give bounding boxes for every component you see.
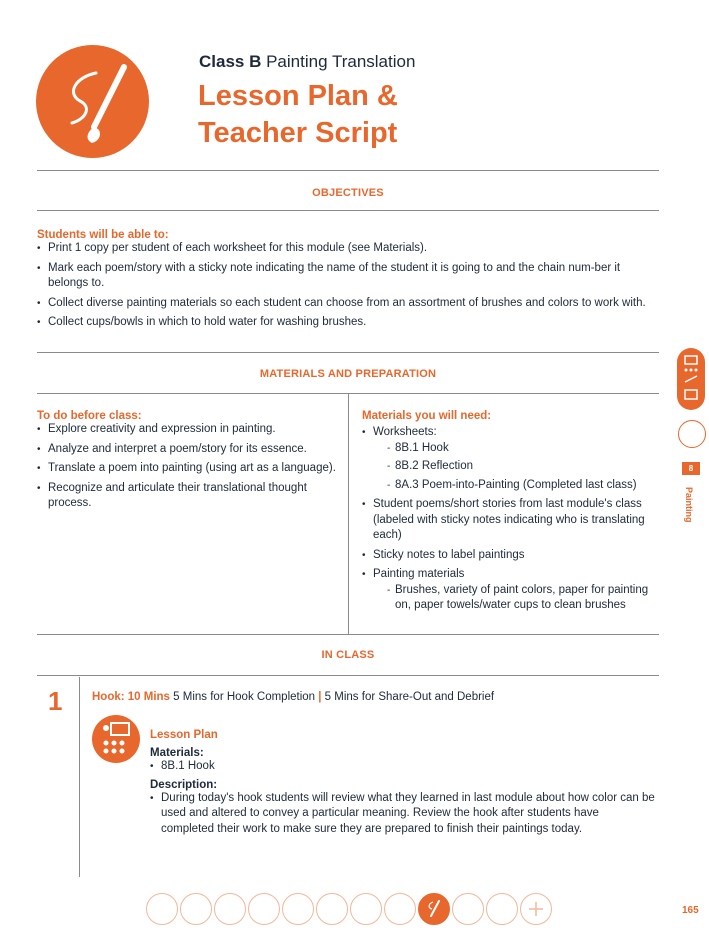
hook-line <box>92 691 494 703</box>
list-item: • Analyze and interpret a poem/story for its essence. <box>37 442 339 458</box>
worksheets-label: Worksheets: <box>373 426 437 438</box>
module-nav-icon[interactable] <box>677 348 705 410</box>
lesson-plan-block <box>150 729 655 841</box>
plus-icon[interactable] <box>520 893 552 925</box>
step-divider <box>79 677 80 877</box>
prep-heading: To do before class: <box>37 410 142 422</box>
painting-materials-item: - Brushes, variety of paint colors, paper for painting on, paper towels/water cups to clean brushes <box>387 583 660 614</box>
cooking-icon[interactable] <box>214 893 246 925</box>
class-label: Class B <box>199 52 262 71</box>
divider <box>37 210 659 211</box>
step-number: 1 <box>48 686 63 716</box>
materials-heading: MATERIALS AND PREPARATION <box>259 368 437 380</box>
music-icon[interactable] <box>282 893 314 925</box>
list-item: • Mark each poem/story with a sticky note indicating the name of the student it is going to and the chain num-ber it belongs to. <box>37 261 659 292</box>
list-item <box>362 567 660 614</box>
theater-icon[interactable] <box>486 893 518 925</box>
title-line-2: Teacher Script <box>198 117 398 149</box>
list-item: • Translate a poem into painting (using art as a language). <box>37 461 339 477</box>
worksheet-item: - 8B.2 Reflection <box>387 459 660 475</box>
harp-icon[interactable] <box>350 893 382 925</box>
module-number-badge: 8 <box>682 462 700 475</box>
description-list <box>150 791 655 838</box>
module-label: Painting <box>684 487 694 523</box>
materials-label: Materials: <box>150 747 204 759</box>
list-item: • Explore creativity and expression in painting. <box>37 422 339 438</box>
list-item: • Sticky notes to label paintings <box>362 548 660 564</box>
objectives-subheading: Students will be able to: <box>37 229 169 241</box>
worksheets-list <box>373 441 660 494</box>
materials-list <box>362 425 660 614</box>
list-item: • 8B.1 Hook <box>150 759 655 775</box>
objectives-section <box>37 229 659 335</box>
divider <box>37 675 659 676</box>
divider <box>37 352 659 353</box>
page-title <box>198 78 528 152</box>
hook-separator: | <box>318 691 322 703</box>
column-divider <box>348 394 349 634</box>
module-icon-bar <box>146 893 550 925</box>
prep-column <box>37 410 339 516</box>
music-notes-icon[interactable] <box>180 893 212 925</box>
class-subtitle: Painting Translation <box>261 52 416 71</box>
title-line-1: Lesson Plan & <box>198 80 398 112</box>
list-item: • Collect cups/bowls in which to hold water for washing brushes. <box>37 315 659 331</box>
camera-icon[interactable] <box>248 893 280 925</box>
painting-materials-list <box>373 583 660 614</box>
in-class-heading: IN CLASS <box>321 649 375 661</box>
divider <box>37 634 659 635</box>
hook-completion: 5 Mins for Hook Completion <box>169 691 319 703</box>
worksheet-item: - 8B.1 Hook <box>387 441 660 457</box>
worksheet-item: - 8A.3 Poem-into-Painting (Completed last class) <box>387 478 660 494</box>
list-item <box>362 425 660 493</box>
in-class-materials-list <box>150 759 655 775</box>
class-kicker <box>199 52 415 72</box>
book-icon[interactable] <box>452 893 484 925</box>
objectives-heading: OBJECTIVES <box>312 187 384 199</box>
objectives-list <box>37 241 659 331</box>
lesson-plan-icon <box>92 715 140 763</box>
divider <box>37 170 659 171</box>
description-label: Description: <box>150 778 218 791</box>
list-item: • Print 1 copy per student of each worksheet for this module (see Materials). <box>37 241 659 257</box>
paintbrush-logo-icon <box>36 45 149 158</box>
page-number: 165 <box>682 905 699 916</box>
list-item: • During today's hook students will review what they learned in last module about how color can be used and altered to convey a particular meaning. Review the hook after students have completed their work to make sure they are prepared to finish their paintings today. <box>150 791 655 838</box>
list-item: • Student poems/short stories from last module's class (labeled with sticky notes indicating who is translating each) <box>362 497 660 544</box>
dance-icon[interactable] <box>146 893 178 925</box>
prep-list <box>37 422 339 512</box>
materials-column <box>362 410 660 618</box>
sculpture-icon[interactable] <box>384 893 416 925</box>
list-item: • Recognize and articulate their translational thought process. <box>37 481 339 512</box>
hook-label: Hook: 10 Mins <box>92 691 170 703</box>
painting-materials-label: Painting materials <box>373 568 465 580</box>
painting-brush-icon[interactable] <box>418 893 450 925</box>
hand-book-icon[interactable] <box>678 420 706 448</box>
materials-needed-heading: Materials you will need: <box>362 410 492 422</box>
list-item: • Collect diverse painting materials so each student can choose from an assortment of brushes and colors to work with. <box>37 296 659 312</box>
hook-shareout: 5 Mins for Share-Out and Debrief <box>321 691 495 703</box>
lesson-plan-title: Lesson Plan <box>150 729 218 741</box>
hand-icon[interactable] <box>316 893 348 925</box>
